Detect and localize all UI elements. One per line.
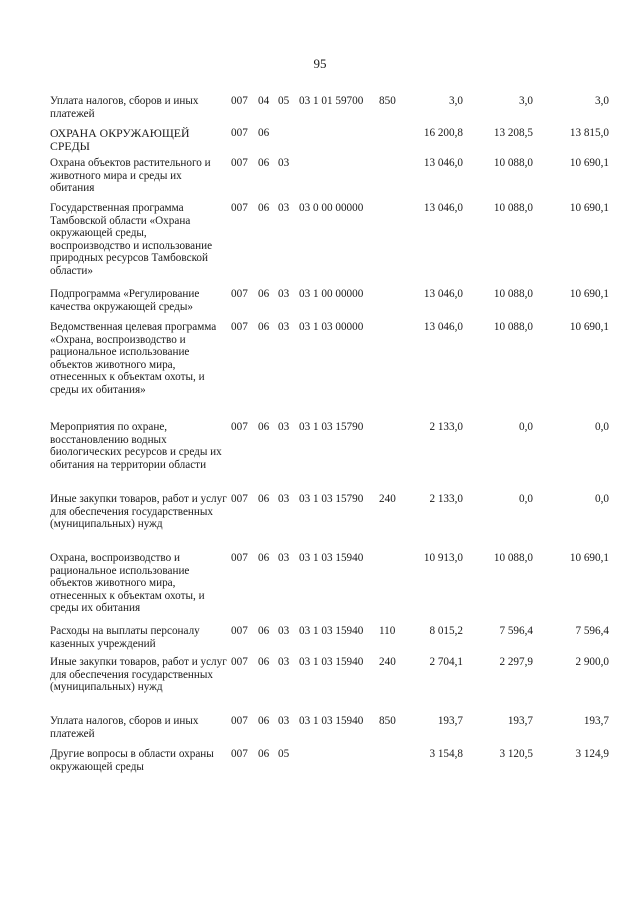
row-ved-code: 007 — [231, 715, 248, 727]
row-amount-year-2: 3,0 — [519, 95, 533, 107]
row-ved-code: 007 — [231, 493, 248, 505]
row-amount-year-2: 0,0 — [519, 421, 533, 433]
row-amount-year-3: 10 690,1 — [569, 288, 609, 300]
row-amount-year-2: 2 297,9 — [499, 656, 533, 668]
row-name: Мероприятия по охране, восстановлению водных биологических ресурсов и среды их обитания на территории области — [50, 421, 222, 471]
row-expense-type: 850 — [379, 95, 396, 107]
row-subsection-code: 03 — [278, 321, 290, 333]
row-expense-type: 110 — [379, 625, 396, 637]
row-amount-year-1: 2 704,1 — [429, 656, 463, 668]
row-section-code: 06 — [258, 748, 270, 760]
row-amount-year-1: 13 046,0 — [423, 202, 463, 214]
row-name: ОХРАНА ОКРУЖАЮЩЕЙ СРЕДЫ — [50, 126, 190, 153]
row-amount-year-2: 0,0 — [519, 493, 533, 505]
row-subsection-code: 03 — [278, 157, 290, 169]
row-expense-type: 850 — [379, 715, 396, 727]
row-section-code: 06 — [258, 157, 270, 169]
row-section-code: 06 — [258, 715, 270, 727]
row-name: Охрана объектов растительного и животного мира и среды их обитания — [50, 157, 211, 195]
row-name: Уплата налогов, сборов и иных платежей — [50, 715, 199, 740]
row-name: Другие вопросы в области охраны окружающей среды — [50, 748, 214, 773]
row-section-code: 06 — [258, 288, 270, 300]
row-section-code: 06 — [258, 321, 270, 333]
row-target-article: 03 1 03 15790 — [299, 493, 364, 505]
row-amount-year-3: 7 596,4 — [575, 625, 609, 637]
row-expense-type: 240 — [379, 493, 396, 505]
row-name: Расходы на выплаты персоналу казенных учреждений — [50, 625, 200, 650]
row-amount-year-3: 10 690,1 — [569, 552, 609, 564]
row-target-article: 03 1 03 15790 — [299, 421, 364, 433]
row-amount-year-1: 16 200,8 — [423, 127, 463, 139]
row-target-article: 03 1 00 00000 — [299, 288, 364, 300]
row-amount-year-2: 13 208,5 — [493, 127, 533, 139]
row-ved-code: 007 — [231, 95, 248, 107]
row-amount-year-2: 7 596,4 — [499, 625, 533, 637]
row-amount-year-2: 10 088,0 — [493, 321, 533, 333]
row-amount-year-3: 3,0 — [595, 95, 609, 107]
row-ved-code: 007 — [231, 748, 248, 760]
row-name: Охрана, воспроизводство и рациональное использование объектов животного мира, отнесенных к объектам охоты, и среды их обитания — [50, 552, 205, 615]
row-amount-year-3: 2 900,0 — [575, 656, 609, 668]
row-section-code: 06 — [258, 552, 270, 564]
row-amount-year-2: 10 088,0 — [493, 288, 533, 300]
row-ved-code: 007 — [231, 127, 248, 139]
row-target-article: 03 1 03 15940 — [299, 625, 364, 637]
row-section-code: 06 — [258, 656, 270, 668]
row-amount-year-3: 3 124,9 — [575, 748, 609, 760]
row-subsection-code: 03 — [278, 202, 290, 214]
row-amount-year-3: 13 815,0 — [569, 127, 609, 139]
row-name: Подпрограмма «Регулирование качества окружающей среды» — [50, 288, 200, 313]
row-amount-year-2: 3 120,5 — [499, 748, 533, 760]
row-amount-year-1: 10 913,0 — [423, 552, 463, 564]
row-name: Государственная программа Тамбовской области «Охрана окружающей среды, воспроизводство и использование природных ресурсов Тамбовской области» — [50, 202, 213, 277]
row-amount-year-3: 193,7 — [583, 715, 609, 727]
row-section-code: 04 — [258, 95, 270, 107]
row-target-article: 03 1 03 15940 — [299, 552, 364, 564]
row-amount-year-1: 2 133,0 — [429, 493, 463, 505]
row-ved-code: 007 — [231, 656, 248, 668]
row-section-code: 06 — [258, 421, 270, 433]
row-section-code: 06 — [258, 493, 270, 505]
row-section-code: 06 — [258, 202, 270, 214]
row-amount-year-3: 0,0 — [595, 493, 609, 505]
row-subsection-code: 03 — [278, 493, 290, 505]
row-amount-year-3: 10 690,1 — [569, 321, 609, 333]
row-amount-year-1: 13 046,0 — [423, 288, 463, 300]
row-subsection-code: 03 — [278, 421, 290, 433]
row-ved-code: 007 — [231, 321, 248, 333]
row-subsection-code: 03 — [278, 656, 290, 668]
row-target-article: 03 1 01 59700 — [299, 95, 364, 107]
row-amount-year-2: 10 088,0 — [493, 552, 533, 564]
row-amount-year-1: 8 015,2 — [429, 625, 463, 637]
row-ved-code: 007 — [231, 552, 248, 564]
row-section-code: 06 — [258, 127, 270, 139]
row-expense-type: 240 — [379, 656, 396, 668]
row-target-article: 03 0 00 00000 — [299, 202, 364, 214]
row-ved-code: 007 — [231, 421, 248, 433]
row-amount-year-1: 3 154,8 — [429, 748, 463, 760]
row-amount-year-2: 10 088,0 — [493, 202, 533, 214]
row-subsection-code: 05 — [278, 95, 290, 107]
page-number: 95 — [313, 56, 327, 71]
row-name: Ведомственная целевая программа «Охрана, воспроизводство и рациональное использование объектов животного мира, отнесенных к объектам охоты, и среды их обитания» — [50, 321, 217, 396]
row-ved-code: 007 — [231, 288, 248, 300]
row-name: Иные закупки товаров, работ и услуг для обеспечения государственных (муниципальных) нужд — [50, 656, 227, 694]
row-name: Уплата налогов, сборов и иных платежей — [50, 95, 199, 120]
row-amount-year-1: 2 133,0 — [429, 421, 463, 433]
row-subsection-code: 03 — [278, 625, 290, 637]
row-subsection-code: 03 — [278, 715, 290, 727]
row-subsection-code: 03 — [278, 552, 290, 564]
row-name: Иные закупки товаров, работ и услуг для обеспечения государственных (муниципальных) нужд — [50, 493, 227, 531]
row-subsection-code: 05 — [278, 748, 290, 760]
row-amount-year-1: 193,7 — [437, 715, 463, 727]
row-amount-year-1: 13 046,0 — [423, 157, 463, 169]
row-amount-year-3: 10 690,1 — [569, 202, 609, 214]
row-amount-year-2: 193,7 — [507, 715, 533, 727]
row-amount-year-3: 10 690,1 — [569, 157, 609, 169]
row-amount-year-2: 10 088,0 — [493, 157, 533, 169]
row-section-code: 06 — [258, 625, 270, 637]
row-target-article: 03 1 03 00000 — [299, 321, 364, 333]
row-amount-year-1: 3,0 — [449, 95, 463, 107]
row-target-article: 03 1 03 15940 — [299, 656, 364, 668]
row-ved-code: 007 — [231, 202, 248, 214]
row-subsection-code: 03 — [278, 288, 290, 300]
row-amount-year-1: 13 046,0 — [423, 321, 463, 333]
row-ved-code: 007 — [231, 157, 248, 169]
row-target-article: 03 1 03 15940 — [299, 715, 364, 727]
row-ved-code: 007 — [231, 625, 248, 637]
row-amount-year-3: 0,0 — [595, 421, 609, 433]
